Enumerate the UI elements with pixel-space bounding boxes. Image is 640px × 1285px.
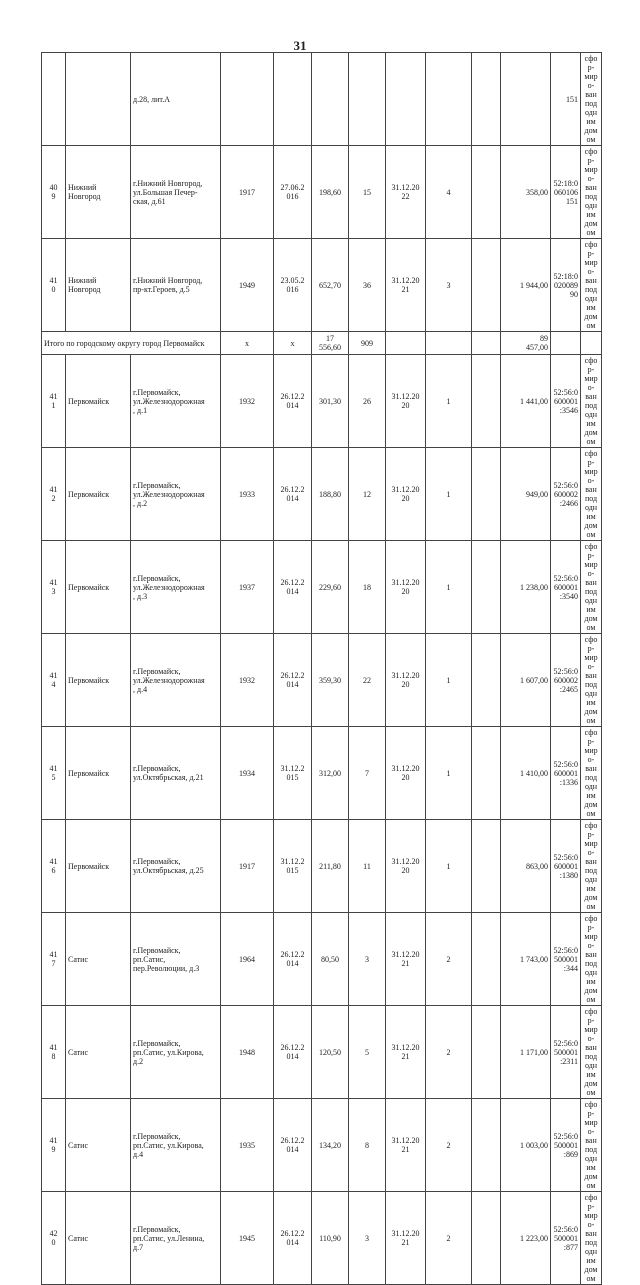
table-row xyxy=(42,355,602,448)
count-cell: 2 xyxy=(426,1006,472,1099)
cost-cell: 1 944,00 xyxy=(501,239,551,332)
deadline-cell: 31.12.20 21 xyxy=(386,1192,426,1285)
date-cell: 26.12.2 014 xyxy=(274,355,312,448)
total-label-cell: Итого по городскому округу город Первомайск xyxy=(42,332,221,355)
table-row xyxy=(42,727,602,820)
table-row xyxy=(42,1099,602,1192)
area-cell: 110,90 xyxy=(312,1192,349,1285)
table-cell xyxy=(472,53,501,146)
row-number-cell: 41 9 xyxy=(42,1099,66,1192)
empty-cell xyxy=(472,634,501,727)
municipality-cell: Первомайск xyxy=(66,634,131,727)
residents-cell: 12 xyxy=(349,448,386,541)
address-cell: г.Первомайск, ул.Железнодорожная , д.3 xyxy=(131,541,221,634)
date-cell: 26.12.2 014 xyxy=(274,1192,312,1285)
empty-cell xyxy=(472,448,501,541)
table-row xyxy=(42,1192,602,1285)
table-row xyxy=(42,448,602,541)
year-cell: 1964 xyxy=(221,913,274,1006)
address-cell: г.Первомайск, ул.Железнодорожная , д.2 xyxy=(131,448,221,541)
address-cell: г.Первомайск, рп.Сатис, ул.Кирова, д.4 xyxy=(131,1099,221,1192)
table-cell xyxy=(349,53,386,146)
municipality-cell: Первомайск xyxy=(66,820,131,913)
year-cell: 1945 xyxy=(221,1192,274,1285)
cadastral-cell: 52:56:0 500001 :869 xyxy=(551,1099,581,1192)
address-cell: г.Первомайск, ул.Железнодорожная , д.4 xyxy=(131,634,221,727)
cadastral-cell: 52:56:0 500001 :344 xyxy=(551,913,581,1006)
empty-cell xyxy=(581,332,602,355)
management-cell: сфор- миро- ван под одним домом xyxy=(581,53,602,146)
cost-cell: 1 238,00 xyxy=(501,541,551,634)
count-cell: 1 xyxy=(426,727,472,820)
area-cell: 211,80 xyxy=(312,820,349,913)
empty-cell xyxy=(472,727,501,820)
residents-cell: 3 xyxy=(349,913,386,1006)
management-cell: сфор- миро- ван под одним домом xyxy=(581,727,602,820)
year-cell: 1934 xyxy=(221,727,274,820)
cost-cell: 863,00 xyxy=(501,820,551,913)
municipality-cell: Первомайск xyxy=(66,727,131,820)
row-number-cell: 41 1 xyxy=(42,355,66,448)
empty-cell xyxy=(472,1192,501,1285)
management-cell: сфор- миро- ван под одним домом xyxy=(581,146,602,239)
cost-cell: 1 743,00 xyxy=(501,913,551,1006)
empty-cell xyxy=(472,146,501,239)
table-row xyxy=(42,634,602,727)
cadastral-cell: 52:56:0 600001 :3546 xyxy=(551,355,581,448)
deadline-cell: 31.12.20 20 xyxy=(386,541,426,634)
date-cell: 26.12.2 014 xyxy=(274,541,312,634)
area-cell: 198,60 xyxy=(312,146,349,239)
table-row xyxy=(42,913,602,1006)
deadline-cell: 31.12.20 21 xyxy=(386,1006,426,1099)
date-cell: 31.12.2 015 xyxy=(274,727,312,820)
area-cell: 188,80 xyxy=(312,448,349,541)
date-cell: 26.12.2 014 xyxy=(274,1006,312,1099)
management-cell: сфор- миро- ван под одним домом xyxy=(581,448,602,541)
total-row xyxy=(42,332,602,355)
table-row xyxy=(42,541,602,634)
table-row xyxy=(42,820,602,913)
area-cell: 229,60 xyxy=(312,541,349,634)
year-cell: 1917 xyxy=(221,146,274,239)
table-cell xyxy=(42,53,66,146)
residents-cell: 18 xyxy=(349,541,386,634)
address-cell: г.Первомайск, рп.Сатис, ул.Ленина, д.7 xyxy=(131,1192,221,1285)
management-cell: сфор- миро- ван под одним домом xyxy=(581,634,602,727)
table-cell xyxy=(221,53,274,146)
address-cell: г.Нижний Новгород, ул.Большая Печер- ская, д.61 xyxy=(131,146,221,239)
row-number-cell: 40 9 xyxy=(42,146,66,239)
residents-cell: 36 xyxy=(349,239,386,332)
area-cell: 312,00 xyxy=(312,727,349,820)
management-cell: сфор- миро- ван под одним домом xyxy=(581,1192,602,1285)
total-cost-cell: 89 457,00 xyxy=(501,332,551,355)
area-cell: 652,70 xyxy=(312,239,349,332)
empty-cell xyxy=(472,913,501,1006)
address-cell: г.Первомайск, рп.Сатис, пер.Революции, д.3 xyxy=(131,913,221,1006)
cadastral-cell: 151 xyxy=(551,53,581,146)
count-cell: 2 xyxy=(426,1099,472,1192)
cadastral-cell: 52:56:0 600001 :1336 xyxy=(551,727,581,820)
table-row xyxy=(42,146,602,239)
deadline-cell: 31.12.20 20 xyxy=(386,355,426,448)
table-cell xyxy=(386,53,426,146)
address-cell: г.Первомайск, рп.Сатис, ул.Кирова, д.2 xyxy=(131,1006,221,1099)
municipality-cell: Первомайск xyxy=(66,355,131,448)
total-area-cell: 17 556,60 xyxy=(312,332,349,355)
date-cell: 26.12.2 014 xyxy=(274,913,312,1006)
empty-cell xyxy=(472,1006,501,1099)
empty-cell xyxy=(386,332,426,355)
cost-cell: 1 171,00 xyxy=(501,1006,551,1099)
municipality-cell: Первомайск xyxy=(66,541,131,634)
cost-cell: 949,00 xyxy=(501,448,551,541)
total-residents-cell: 909 xyxy=(349,332,386,355)
row-number-cell: 41 5 xyxy=(42,727,66,820)
count-cell: 1 xyxy=(426,634,472,727)
count-cell: 1 xyxy=(426,448,472,541)
municipality-cell: Сатис xyxy=(66,1099,131,1192)
table-cell xyxy=(426,53,472,146)
year-cell: 1935 xyxy=(221,1099,274,1192)
row-number-cell: 41 2 xyxy=(42,448,66,541)
deadline-cell: 31.12.20 21 xyxy=(386,1099,426,1192)
date-cell: 23.05.2 016 xyxy=(274,239,312,332)
total-date-cell: х xyxy=(274,332,312,355)
management-cell: сфор- миро- ван под одним домом xyxy=(581,820,602,913)
date-cell: 27.06.2 016 xyxy=(274,146,312,239)
year-cell: 1932 xyxy=(221,355,274,448)
area-cell: 80,50 xyxy=(312,913,349,1006)
year-cell: 1932 xyxy=(221,634,274,727)
cost-cell: 1 441,00 xyxy=(501,355,551,448)
area-cell: 301,30 xyxy=(312,355,349,448)
table-cell xyxy=(501,53,551,146)
page-number: 31 xyxy=(293,38,307,53)
row-number-cell: 41 0 xyxy=(42,239,66,332)
residents-cell: 8 xyxy=(349,1099,386,1192)
table-row xyxy=(42,1006,602,1099)
date-cell: 26.12.2 014 xyxy=(274,1099,312,1192)
area-cell: 120,50 xyxy=(312,1006,349,1099)
empty-cell xyxy=(472,355,501,448)
empty-cell xyxy=(472,239,501,332)
address-cell: г.Первомайск, ул.Октябрьская, д.21 xyxy=(131,727,221,820)
empty-cell xyxy=(472,332,501,355)
cadastral-cell: 52:56:0 600001 :3540 xyxy=(551,541,581,634)
table-row xyxy=(42,239,602,332)
cadastral-cell: 52:56:0 600002 :2465 xyxy=(551,634,581,727)
empty-cell xyxy=(472,1099,501,1192)
table-cell xyxy=(66,53,131,146)
management-cell: сфор- миро- ван под одним домом xyxy=(581,1006,602,1099)
total-year-cell: х xyxy=(221,332,274,355)
municipality-cell: Нижний Новгород xyxy=(66,239,131,332)
row-number-cell: 42 0 xyxy=(42,1192,66,1285)
date-cell: 31.12.2 015 xyxy=(274,820,312,913)
cadastral-cell: 52:56:0 600001 :1380 xyxy=(551,820,581,913)
cost-cell: 1 410,00 xyxy=(501,727,551,820)
residents-cell: 26 xyxy=(349,355,386,448)
row-number-cell: 41 8 xyxy=(42,1006,66,1099)
cost-cell: 1 607,00 xyxy=(501,634,551,727)
row-number-cell: 41 3 xyxy=(42,541,66,634)
count-cell: 2 xyxy=(426,913,472,1006)
table-cell xyxy=(312,53,349,146)
residents-cell: 11 xyxy=(349,820,386,913)
cadastral-cell: 52:56:0 600002 :2466 xyxy=(551,448,581,541)
management-cell: сфор- миро- ван под одним домом xyxy=(581,355,602,448)
address-cell: г.Первомайск, ул.Железнодорожная , д.1 xyxy=(131,355,221,448)
municipality-cell: Сатис xyxy=(66,1006,131,1099)
count-cell: 3 xyxy=(426,239,472,332)
deadline-cell: 31.12.20 21 xyxy=(386,913,426,1006)
year-cell: 1917 xyxy=(221,820,274,913)
empty-cell xyxy=(426,332,472,355)
management-cell: сфор- миро- ван под одним домом xyxy=(581,1099,602,1192)
management-cell: сфор- миро- ван под одним домом xyxy=(581,239,602,332)
municipality-cell: Сатис xyxy=(66,1192,131,1285)
management-cell: сфор- миро- ван под одним домом xyxy=(581,541,602,634)
deadline-cell: 31.12.20 20 xyxy=(386,634,426,727)
residents-cell: 3 xyxy=(349,1192,386,1285)
cadastral-cell: 52:56:0 500001 :2311 xyxy=(551,1006,581,1099)
deadline-cell: 31.12.20 20 xyxy=(386,820,426,913)
empty-cell xyxy=(551,332,581,355)
residents-cell: 5 xyxy=(349,1006,386,1099)
cadastral-cell: 52:18:0 060106 151 xyxy=(551,146,581,239)
area-cell: 359,30 xyxy=(312,634,349,727)
count-cell: 1 xyxy=(426,355,472,448)
address-cell: г.Нижний Новгород, пр-кт.Героев, д.5 xyxy=(131,239,221,332)
cost-cell: 1 223,00 xyxy=(501,1192,551,1285)
municipality-cell: Нижний Новгород xyxy=(66,146,131,239)
row-number-cell: 41 6 xyxy=(42,820,66,913)
deadline-cell: 31.12.20 20 xyxy=(386,448,426,541)
deadline-cell: 31.12.20 21 xyxy=(386,239,426,332)
count-cell: 4 xyxy=(426,146,472,239)
year-cell: 1948 xyxy=(221,1006,274,1099)
municipality-cell: Сатис xyxy=(66,913,131,1006)
row-number-cell: 41 4 xyxy=(42,634,66,727)
cadastral-cell: 52:56:0 500001 :877 xyxy=(551,1192,581,1285)
year-cell: 1949 xyxy=(221,239,274,332)
area-cell: 134,20 xyxy=(312,1099,349,1192)
cost-cell: 358,00 xyxy=(501,146,551,239)
address-cell: г.Первомайск, ул.Октябрьская, д.25 xyxy=(131,820,221,913)
count-cell: 1 xyxy=(426,541,472,634)
cadastral-cell: 52:18:0 020089 90 xyxy=(551,239,581,332)
residents-cell: 15 xyxy=(349,146,386,239)
empty-cell xyxy=(472,541,501,634)
date-cell: 26.12.2 014 xyxy=(274,448,312,541)
deadline-cell: 31.12.20 20 xyxy=(386,727,426,820)
deadline-cell: 31.12.20 22 xyxy=(386,146,426,239)
year-cell: 1937 xyxy=(221,541,274,634)
table-cell xyxy=(274,53,312,146)
housing-registry-table xyxy=(41,52,602,1285)
row-number-cell: 41 7 xyxy=(42,913,66,1006)
municipality-cell: Первомайск xyxy=(66,448,131,541)
table-row-continuation xyxy=(42,53,602,146)
empty-cell xyxy=(472,820,501,913)
address-cell: д.28, лит.А xyxy=(131,53,221,146)
management-cell: сфор- миро- ван под одним домом xyxy=(581,913,602,1006)
year-cell: 1933 xyxy=(221,448,274,541)
residents-cell: 22 xyxy=(349,634,386,727)
count-cell: 1 xyxy=(426,820,472,913)
residents-cell: 7 xyxy=(349,727,386,820)
date-cell: 26.12.2 014 xyxy=(274,634,312,727)
count-cell: 2 xyxy=(426,1192,472,1285)
cost-cell: 1 003,00 xyxy=(501,1099,551,1192)
